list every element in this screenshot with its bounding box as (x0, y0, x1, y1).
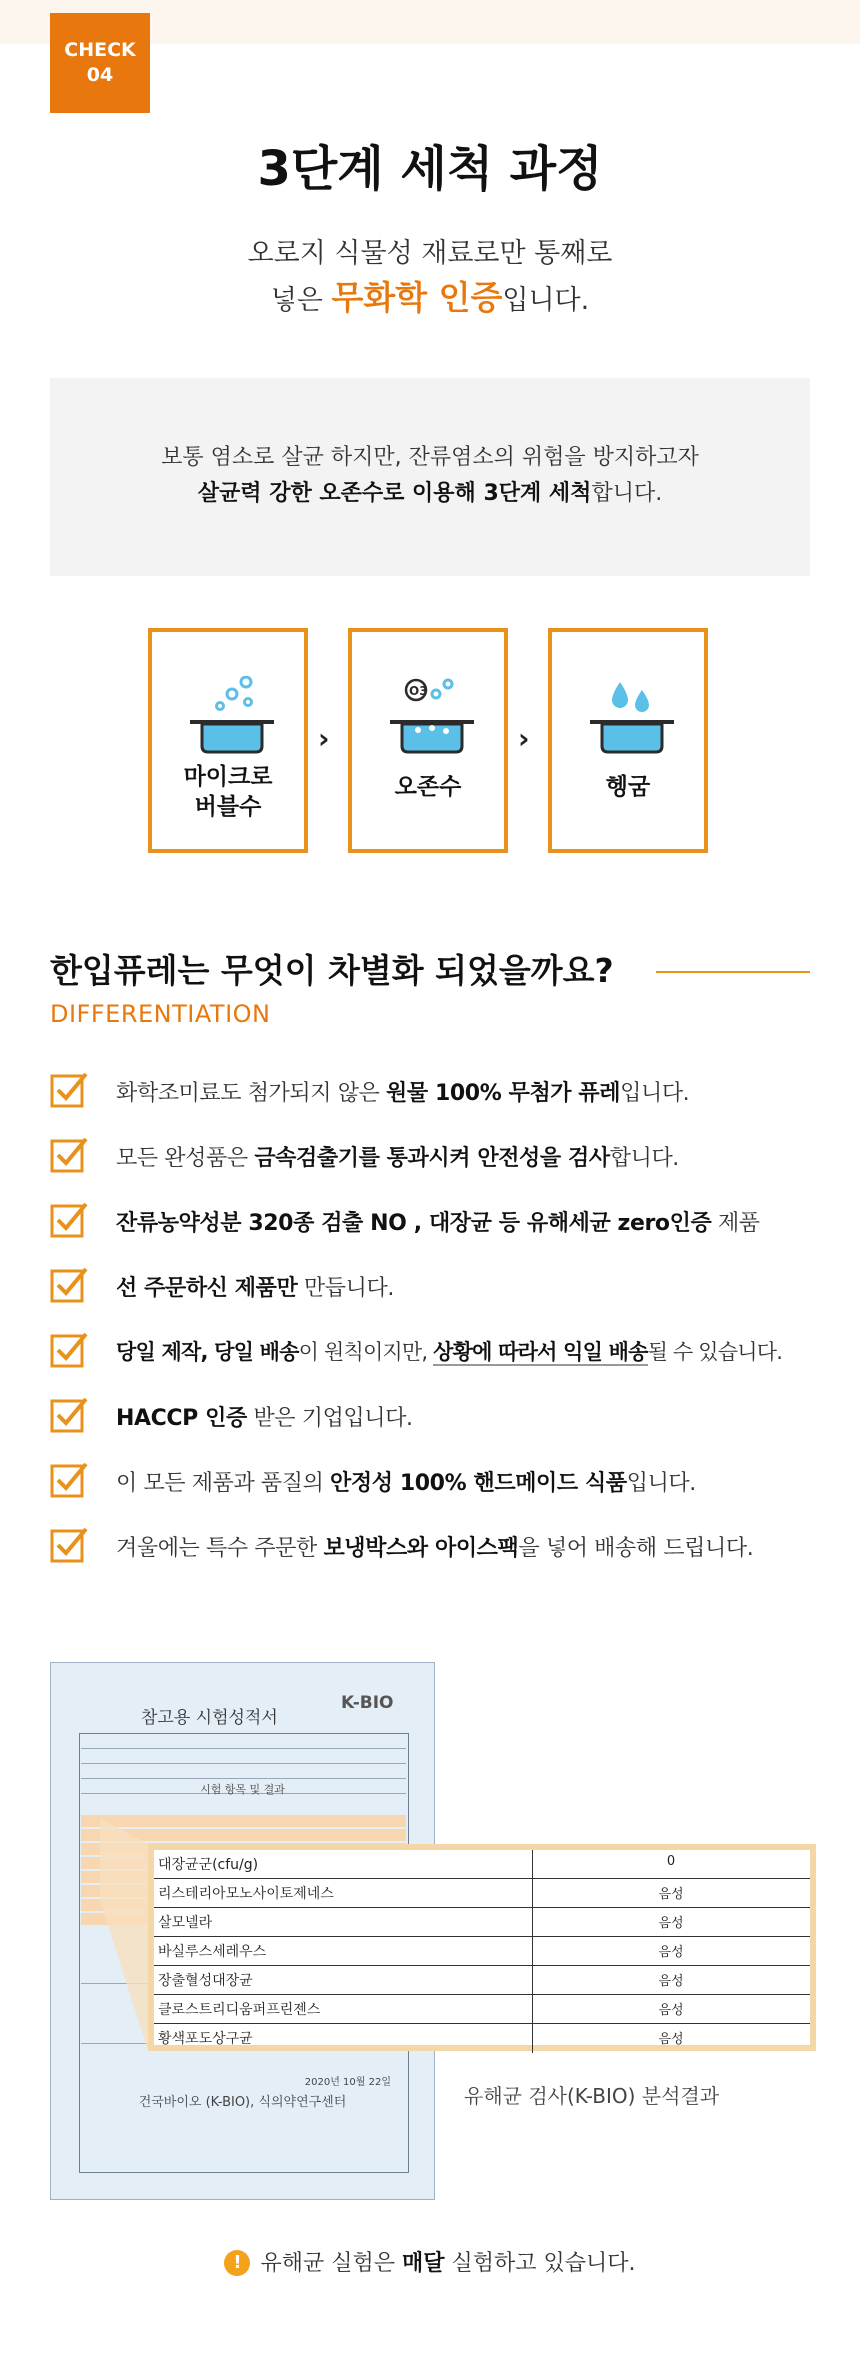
list-item (50, 1525, 850, 1565)
table-line (81, 1763, 406, 1764)
subtitle-highlight: 무화학 인증 (331, 278, 503, 317)
checkbox-check-icon (50, 1200, 90, 1240)
arrow-2: › (518, 722, 530, 755)
text-bold: 선 주문하신 제품만 (116, 1276, 298, 1301)
row-name: 장출혈성대장균 (158, 1973, 253, 1989)
info-line2 (50, 476, 810, 512)
footer-note (0, 2246, 860, 2277)
stage-label-1-line1: 마이크로 (183, 764, 273, 790)
subtitle-pre: 넣은 (270, 285, 332, 316)
stage-label-1 (152, 762, 304, 822)
list-item (50, 1395, 850, 1435)
table-row (154, 1850, 810, 1879)
row-name: 살모넬라 (158, 1915, 213, 1931)
text-bold: 원물 100% 무첨가 퓨레 (386, 1081, 621, 1106)
stage-label-2: 오존수 (394, 774, 462, 800)
subtitle-post: 입니다. (502, 285, 590, 316)
checkbox-check-icon (50, 1330, 90, 1370)
info-line1: 보통 염소로 살균 하지만, 잔류염소의 위험을 방지하고자 (161, 445, 699, 470)
microbubble-pot-icon (190, 676, 274, 756)
text-post: 입니다. (620, 1081, 690, 1106)
table-row (154, 1995, 810, 2024)
table-row (154, 2024, 810, 2053)
text-bold: 보냉박스와 아이스팩 (323, 1536, 519, 1561)
text-bold: 당일 제작, 당일 배송 (116, 1340, 299, 1364)
row-value: 음성 (658, 2003, 684, 2018)
stage-ozone (348, 628, 508, 853)
checkbox-check-icon (50, 1265, 90, 1305)
text-bold: 잔류농약성분 320종 검출 NO , 대장균 등 유해세균 zero인증 (116, 1211, 712, 1236)
certificate-date: 2020년 10월 22일 (304, 2077, 391, 2088)
badge-number: 04 (86, 64, 114, 86)
note-bold: 매달 (401, 2251, 445, 2276)
table-row (154, 1937, 810, 1966)
list-item (50, 1070, 850, 1110)
info-post: 합니다. (591, 481, 663, 506)
text-bold: 금속검출기를 통과시켜 안전성을 검사 (254, 1146, 610, 1171)
page-title: 3단계 세척 과정 (257, 141, 603, 197)
table-row (154, 1908, 810, 1937)
certificate-issuer: 건국바이오 (K-BIO), 식의약연구센터 (138, 2095, 347, 2110)
list-text (116, 1531, 753, 1562)
arrow-1: › (318, 722, 330, 755)
list-text (116, 1401, 413, 1432)
ozone-pot-icon (390, 676, 474, 756)
exclamation-icon: ! (224, 2250, 250, 2276)
row-value: 0 (666, 1854, 676, 1869)
list-text (116, 1466, 696, 1497)
subtitle-line2 (0, 276, 860, 323)
list-item (50, 1265, 850, 1305)
checkbox-check-icon (50, 1525, 90, 1565)
ozone-symbol: O3 (409, 684, 428, 698)
text-post: 을 넣어 배송해 드립니다. (518, 1536, 754, 1561)
differentiation-title: 한입퓨레는 무엇이 차별화 되었을까요? (50, 951, 614, 990)
checkbox-check-icon (50, 1460, 90, 1500)
list-text (116, 1206, 760, 1237)
list-text (116, 1336, 782, 1366)
row-value: 음성 (658, 1887, 684, 1902)
checkbox-check-icon (50, 1395, 90, 1435)
rinse-pot-icon (590, 676, 674, 756)
text-post: 만듭니다. (297, 1276, 394, 1301)
row-name: 대장균군(cfu/g) (158, 1857, 259, 1873)
row-value: 음성 (658, 2032, 684, 2047)
table-line (81, 1748, 406, 1749)
row-value: 음성 (658, 1945, 684, 1960)
list-item (50, 1135, 850, 1175)
differentiation-subtitle: DIFFERENTIATION (50, 1000, 271, 1028)
badge-label: CHECK (64, 39, 136, 61)
highlight-row (81, 1815, 406, 1827)
highlight-row (81, 1829, 406, 1841)
note-pre: 유해균 실험은 (260, 2251, 402, 2276)
text-pre: 겨울에는 특수 주문한 (116, 1536, 324, 1561)
text-post: 제품 (711, 1211, 760, 1236)
checkbox-check-icon (50, 1135, 90, 1175)
text-pre: 이 모든 제품과 품질의 (116, 1471, 331, 1496)
list-item (50, 1200, 850, 1240)
checkbox-check-icon (50, 1070, 90, 1110)
text-bold: HACCP 인증 (116, 1406, 247, 1431)
row-name: 클로스트리디움퍼프린젠스 (158, 2002, 321, 2018)
text-bold-underlined: 상황에 따라서 익일 배송 (433, 1340, 648, 1364)
row-name: 리스테리아모노사이토제네스 (158, 1886, 334, 1902)
text-post: 될 수 있습니다. (647, 1340, 783, 1364)
stage-rinse (548, 628, 708, 853)
certificate-section-title: 시험 항목 및 결과 (200, 1783, 285, 1796)
certificate-caption: 유해균 검사(K-BIO) 분석결과 (464, 2084, 720, 2108)
list-item (50, 1330, 850, 1370)
kbio-logo: K-BIO (341, 1693, 394, 1713)
table-line (81, 1778, 406, 1779)
table-row (154, 1879, 810, 1908)
subtitle-line1: 오로지 식물성 재료로만 통째로 (247, 238, 613, 269)
text-mid: 이 원칙이지만, (298, 1340, 434, 1364)
text-bold: 안정성 100% 핸드메이드 식품 (330, 1471, 627, 1496)
info-box (50, 378, 810, 576)
list-text (116, 1141, 679, 1172)
stage-label-1-line2: 버블수 (194, 794, 262, 820)
row-name: 바실루스세레우스 (158, 1944, 267, 1960)
list-text (116, 1271, 394, 1302)
zoomed-result-table (148, 1844, 816, 2051)
title-divider (656, 971, 810, 973)
row-value: 음성 (658, 1916, 684, 1931)
row-value: 음성 (658, 1974, 684, 1989)
stage-microbubble (148, 628, 308, 853)
note-post: 실험하고 있습니다. (444, 2251, 636, 2276)
text-pre: 모든 완성품은 (116, 1146, 255, 1171)
check-badge (50, 13, 150, 113)
list-item (50, 1460, 850, 1500)
text-pre: 화학조미료도 첨가되지 않은 (116, 1081, 387, 1106)
row-name: 황색포도상구균 (158, 2031, 253, 2047)
text-post: 입니다. (626, 1471, 696, 1496)
info-bold: 살균력 강한 오존수로 이용해 3단계 세척 (197, 481, 592, 506)
text-post: 합니다. (609, 1146, 679, 1171)
text-post: 받은 기업입니다. (246, 1406, 413, 1431)
certificate-title: 참고용 시험성적서 (141, 1708, 278, 1728)
stage-label-3: 헹굼 (605, 774, 651, 800)
list-text (116, 1076, 689, 1107)
subtitle (0, 232, 860, 323)
table-row (154, 1966, 810, 1995)
